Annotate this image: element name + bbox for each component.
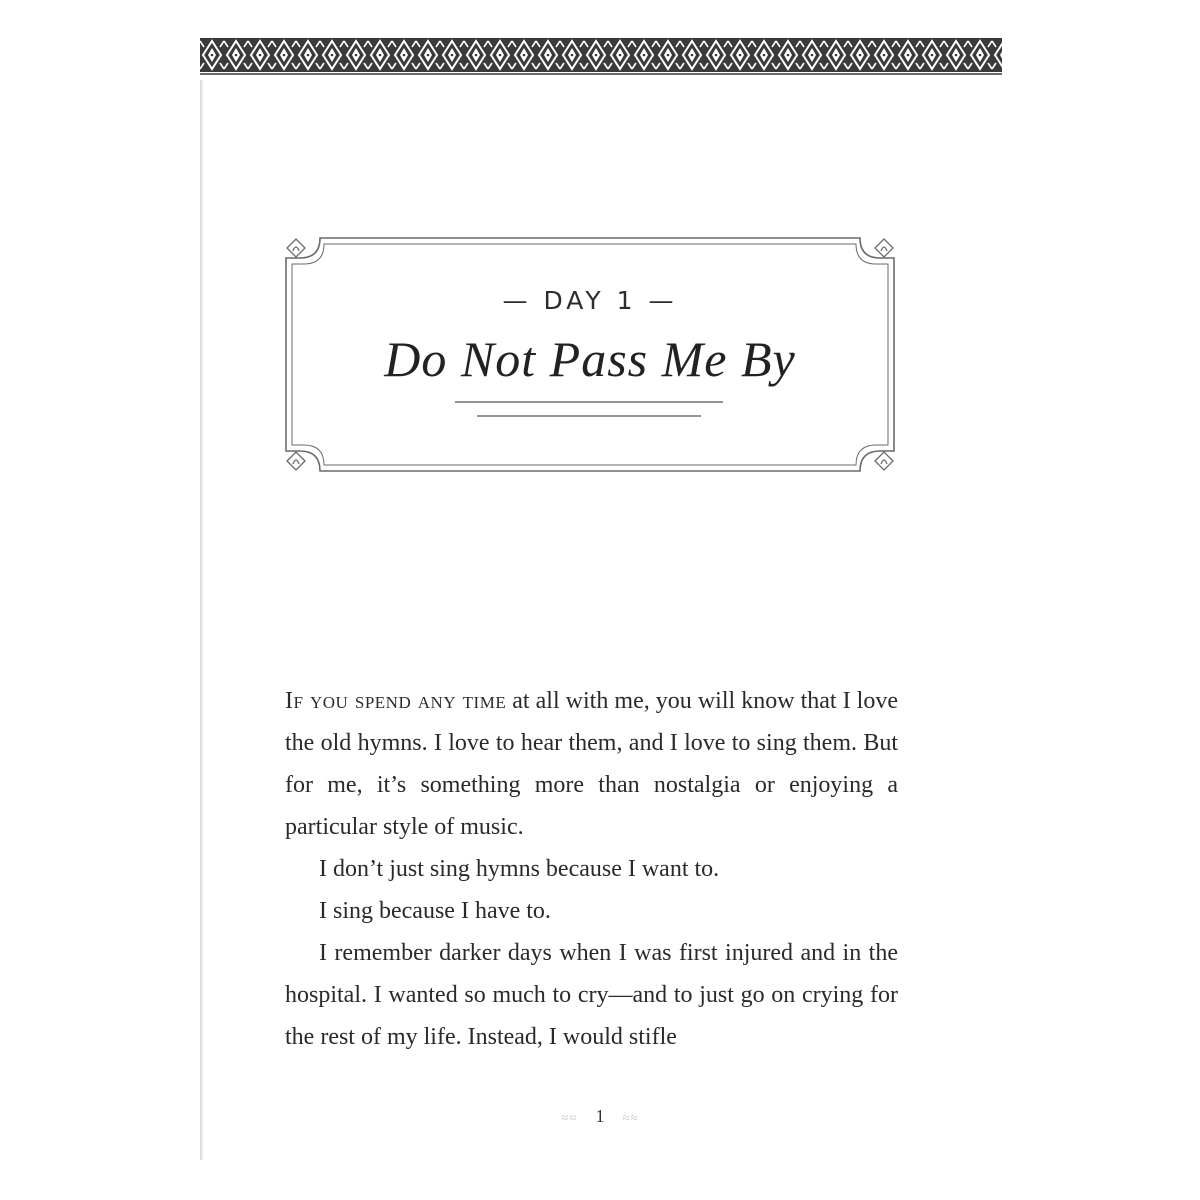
chapter-title: Do Not Pass Me By	[384, 331, 796, 387]
paragraph-1	[285, 680, 898, 848]
title-double-rule	[455, 396, 725, 420]
chapter-day-label: — DAY 1 —	[502, 286, 678, 315]
page-folio	[520, 1106, 680, 1127]
paragraph-3: I sing because I have to.	[319, 898, 551, 924]
page-gutter-edge	[200, 80, 203, 1160]
paragraph-2: I don’t just sing hymns because I want to.	[319, 856, 720, 882]
paragraph-1-text: at all with me, you will know that I love the old hymns. I love to hear them, and I love to sing them. But for me, it’s something more than nostalgia or enjoying a particular style of music.	[285, 688, 898, 840]
body-text	[285, 680, 898, 1058]
paragraph-4: I remember darker days when I was first injured and in the hospital. I wanted so much to cry—and to just go on crying for the rest of my life. Instead, I would stifle	[285, 940, 898, 1050]
page-number: 1	[595, 1106, 605, 1126]
folio-left-ornament-icon: ≈≈	[561, 1110, 578, 1125]
decorative-header-band	[200, 38, 1002, 76]
folio-right-ornament-icon: ≈≈	[622, 1110, 639, 1125]
lead-in-small-caps: If you spend any time	[285, 688, 507, 714]
